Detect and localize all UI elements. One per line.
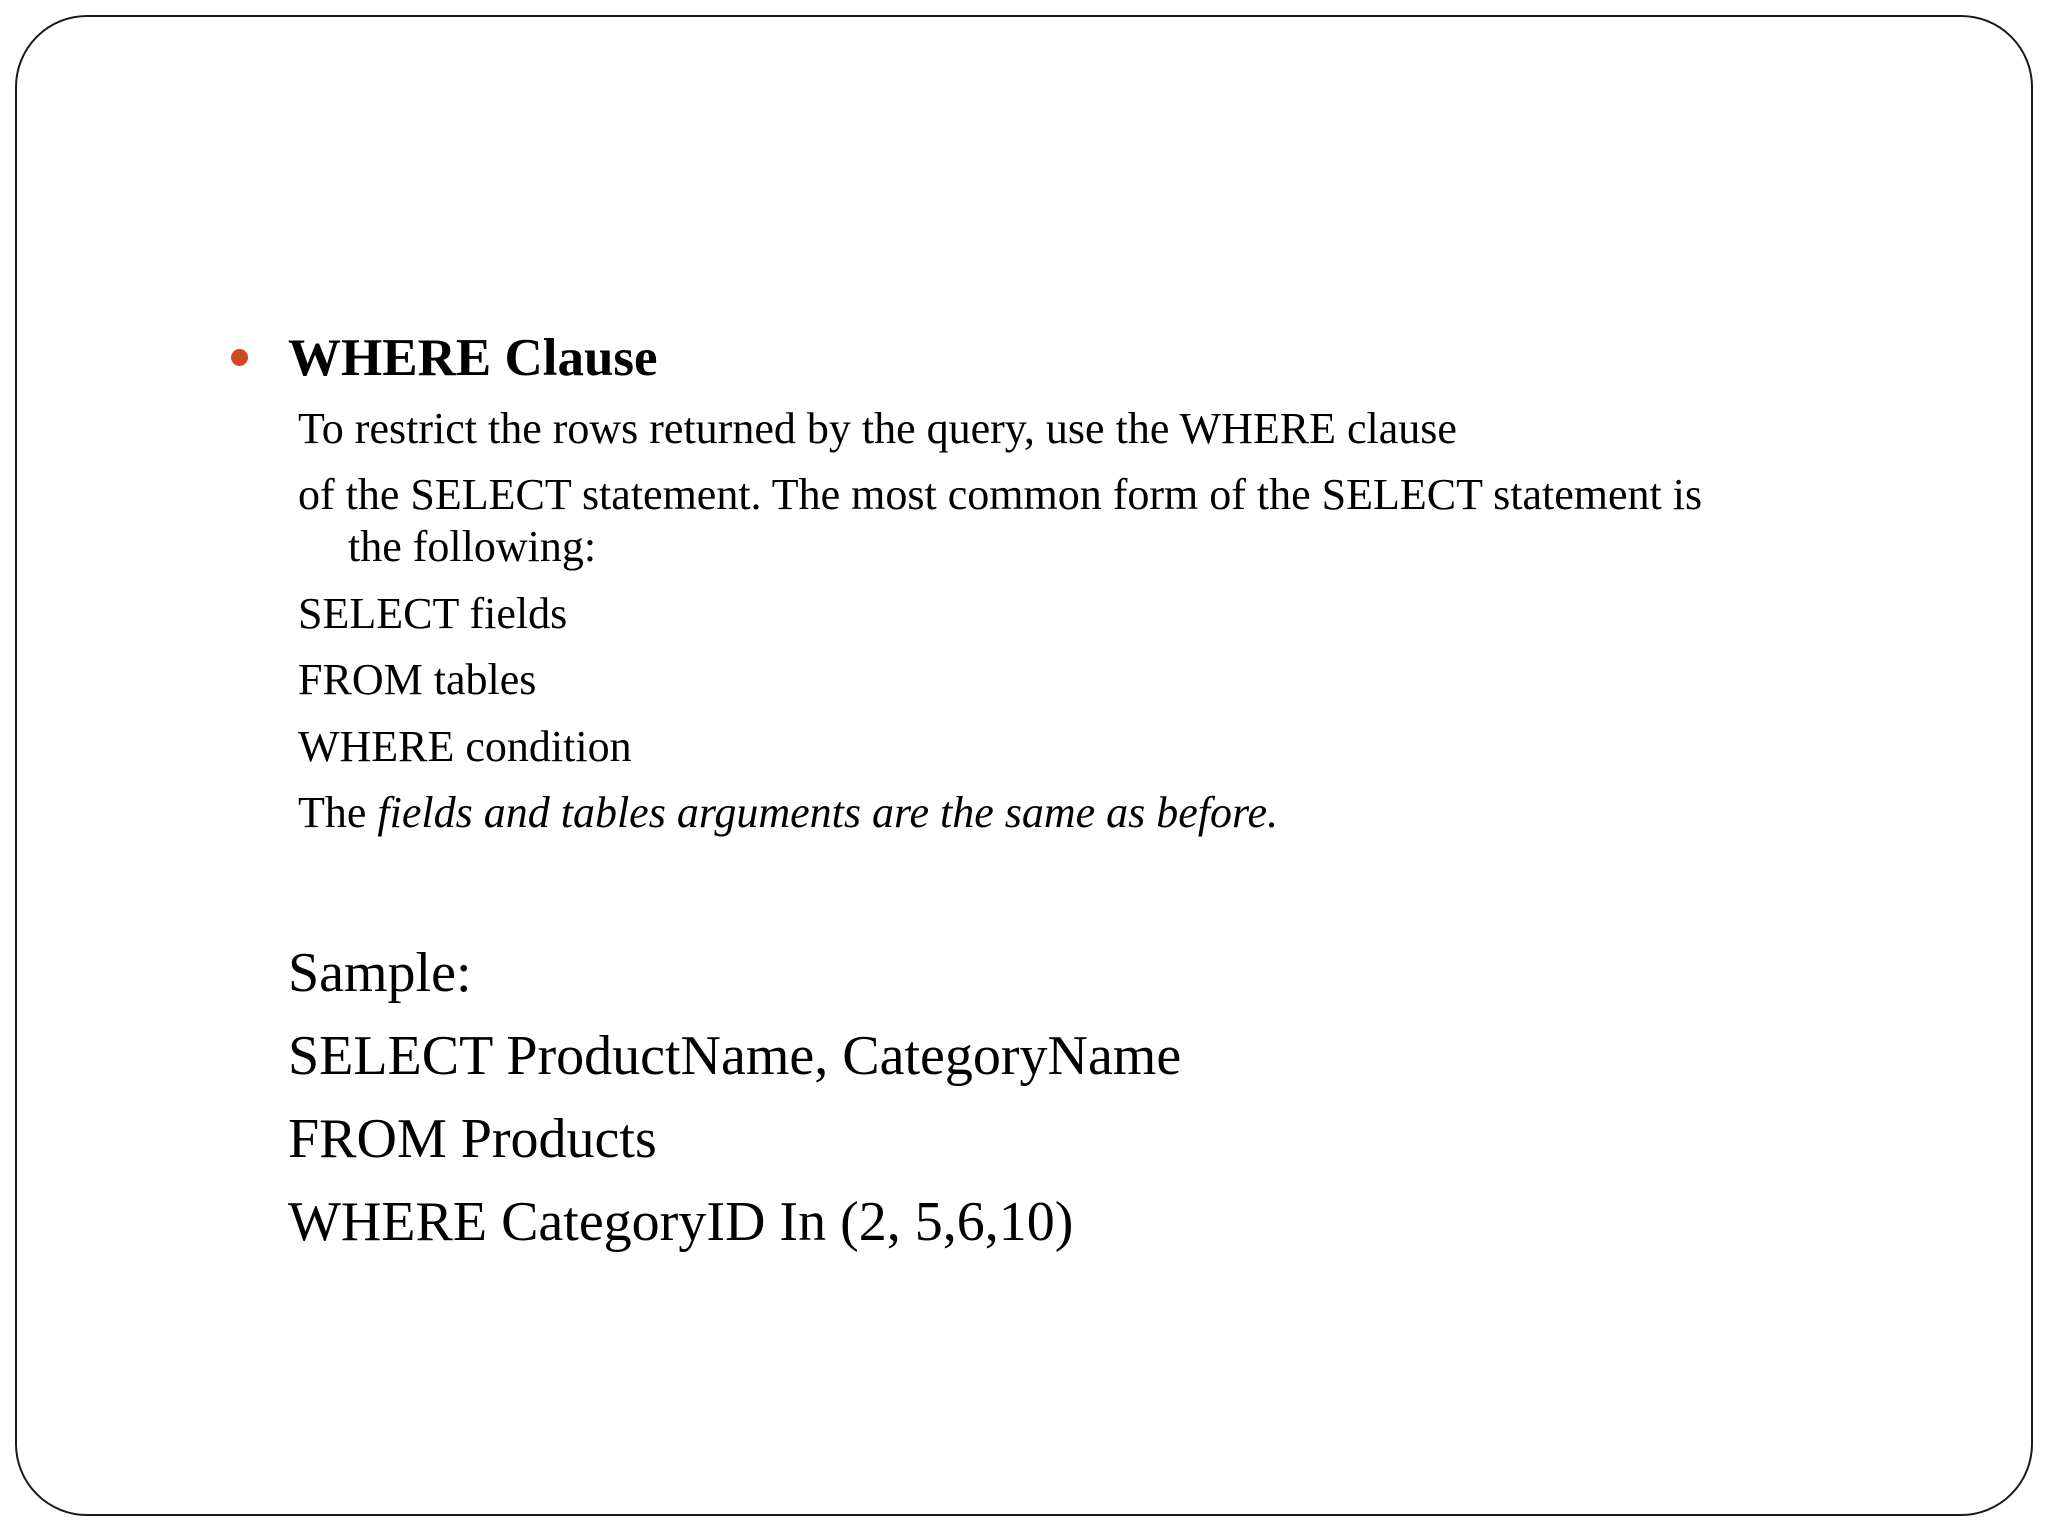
body-line-1: To restrict the rows returned by the query, use the WHERE clause <box>298 404 1457 453</box>
note-prefix: The <box>298 788 378 837</box>
body-line-from-tables: FROM tables <box>298 655 537 704</box>
body-line-arguments-note <box>298 786 1278 840</box>
body-line-2-continuation: the following: <box>348 522 597 571</box>
body-line-2: of the SELECT statement. The most common form of the SELECT statement is <box>298 470 1703 519</box>
sample-from-line: FROM Products <box>288 1108 657 1170</box>
bullet-heading: WHERE Clause <box>288 329 658 387</box>
bullet-icon <box>231 349 248 366</box>
note-italic-text: fields and tables arguments are the same as before. <box>377 788 1279 837</box>
sample-label: Sample: <box>288 942 472 1004</box>
sample-select-line: SELECT ProductName, CategoryName <box>288 1025 1182 1087</box>
body-line-select-fields: SELECT fields <box>298 589 568 638</box>
sample-where-line: WHERE CategoryID In (2, 5,6,10) <box>288 1191 1074 1253</box>
body-line-where-condition: WHERE condition <box>298 722 632 771</box>
